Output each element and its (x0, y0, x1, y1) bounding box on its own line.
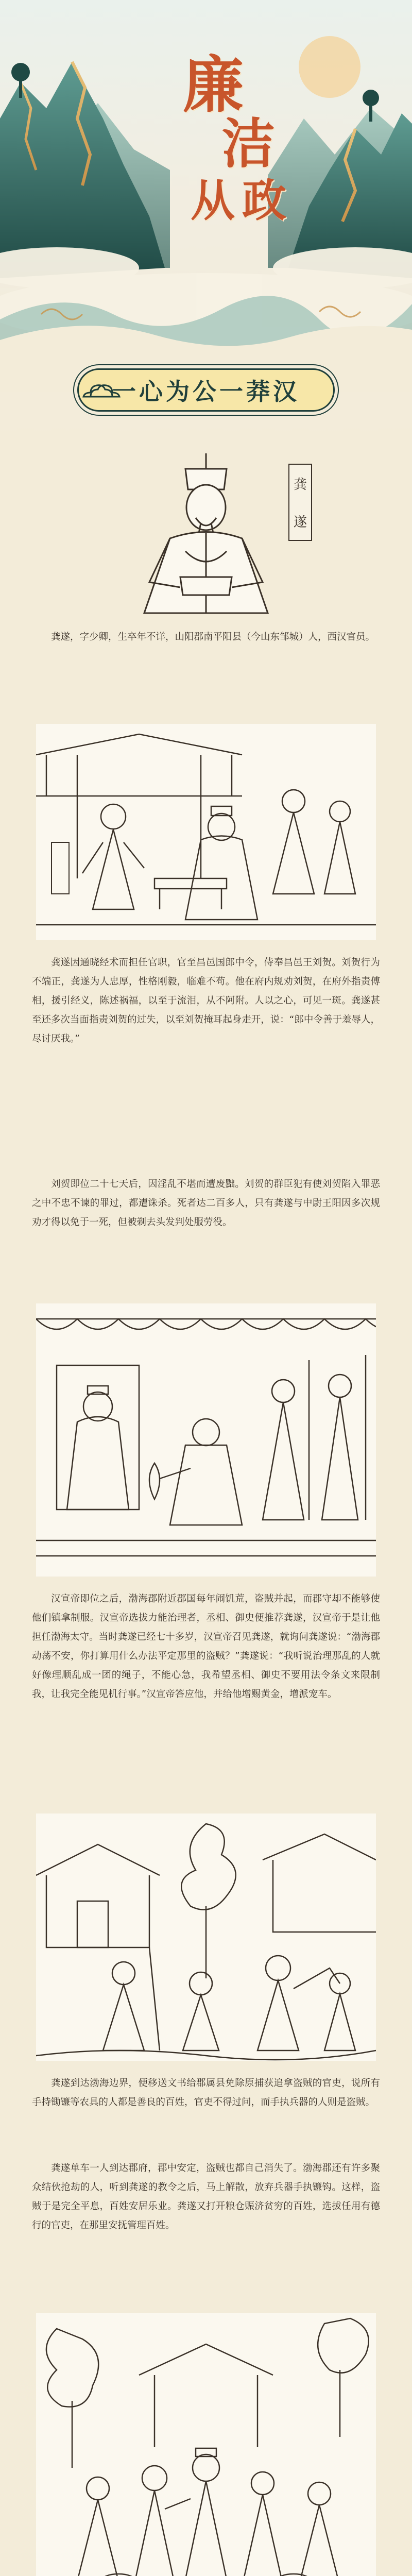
intro-paragraph: 龚遂，字少卿，生卒年不详，山阳郡南平阳县（今山东邹城）人，西汉官员。 (51, 632, 375, 642)
farmers-village-illustration (36, 1814, 376, 2061)
name-seal (288, 464, 312, 541)
title-char-lian: 廉 (183, 49, 244, 121)
audience-hall-illustration (36, 1303, 376, 1577)
market-street-illustration (36, 2313, 376, 2576)
header-landscape (0, 0, 412, 443)
title-char-jie: 洁 (221, 112, 276, 175)
subtitle-banner (77, 368, 335, 412)
body-paragraph: 汉宣帝即位之后，渤海郡附近郡国每年闹饥荒，盗贼并起，而郡守却不能够使他们镇拿制服。汉宣帝选拔力能治理者，丞相、御史便推荐龚遂，汉宣帝于是让他担任渤海太守。当时龚遂已经七十多岁，汉宣帝召见龚遂，就询问龚遂说：“渤海郡动荡不安，你打算用什么办法平定那里的盗贼？”龚遂说：“我听说治理那乱的人就好像理顺乱成一团的绳子，不能心急，我希望丞相、御史不要用法令条文来限制我，让我完全能见机行事。”汉宣帝答应他，并给他增赐黄金，增派宠车。 (32, 1594, 380, 1700)
court-scene-illustration (36, 724, 376, 940)
cloud-icon (79, 382, 115, 401)
body-paragraph: 龚遂因通晓经术而担任官职，官至昌邑国郎中令，侍奉昌邑王刘贺。刘贺行为不端正，龚遂为人忠厚，性格刚毅，临难不苟。他在府内规劝刘贺，在府外指责傅相，援引经义，陈述祸福，以至于流泪，从不阿附。人以之心，可见一斑。龚遂甚至还多次当面指责刘贺的过失，以至刘贺掩耳起身走开，说：“郎中令善于羞辱人，尽讨厌我。” (32, 957, 380, 1044)
body-paragraph: 龚遂到达渤海边界，便移送文书给郡属县免除原捕获追拿盗贼的官吏，说所有手持锄镰等农具的人都是善良的百姓，官吏不得过问，而手执兵器的人则是盗贼。 (32, 2078, 380, 2108)
body-paragraph: 龚遂单车一人到达郡府，郡中安定，盗贼也都自己消失了。渤海郡还有许多聚众结伙抢劫的人，听到龚遂的教令之后，马上解散，放弃兵器手执镰钩。这样，盗贼于是完全平息，百姓安居乐业。龚遂又打开粮仓赈济贫穷的百姓，选拔任用有德行的官吏，在那里安抚管理百姓。 (32, 2163, 380, 2231)
gong-sui-portrait-illustration (118, 448, 294, 618)
subtitle-text: 一心为公一莽汉 (112, 378, 300, 405)
title-char-cong: 从 (191, 175, 235, 227)
seal-char: 龚 (293, 477, 307, 493)
body-paragraph: 刘贺即位二十七天后，因淫乱不堪而遭废黜。刘贺的群臣犯有使刘贺陷入罪恶之中不忠不谏的罪过，都遭诛杀。死者达二百多人，只有龚遂与中尉王阳因多次规劝才得以免于一死，但被剃去头发判处服劳役。 (32, 1179, 380, 1228)
title-char-zheng: 政 (242, 175, 286, 227)
seal-char: 遂 (293, 515, 307, 530)
